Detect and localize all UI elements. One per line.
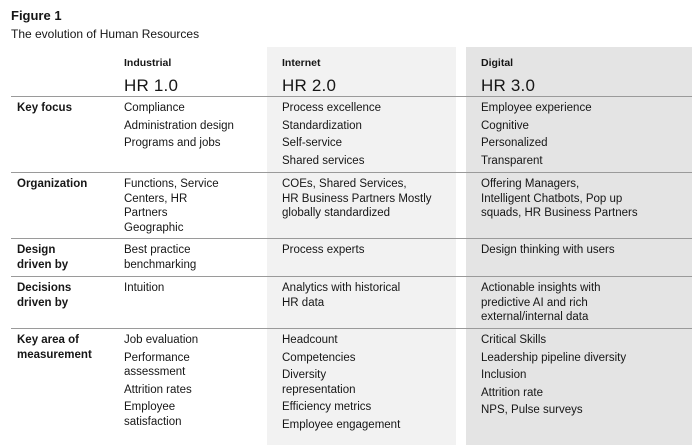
cell-measurement-industrial: Job evaluation Performance assessment Attrition rates Employee satisfaction: [124, 334, 199, 428]
cell-decisions-digital: Actionable insights with predictive AI and rich external/internal data: [481, 282, 601, 323]
cell-key-focus-digital: Employee experience Cognitive Personalized Transparent: [481, 102, 592, 167]
cell-organization-industrial: Functions, Service Centers, HR Partners Geographic: [124, 178, 219, 234]
figure-title: Figure 1: [11, 8, 62, 23]
row-divider: [11, 276, 692, 277]
cell-measurement-internet: Headcount Competencies Diversity representation Efficiency metrics Employee engagement: [282, 334, 401, 431]
cell-decisions-internet: Analytics with historical HR data: [282, 282, 401, 309]
cell-key-focus-internet: Process excellence Standardization Self-service Shared services: [282, 102, 382, 167]
cell-key-focus-industrial: Compliance Administration design Programs and jobs: [124, 102, 234, 149]
row-divider: [11, 238, 692, 239]
figure-subtitle: The evolution of Human Resources: [11, 27, 200, 41]
column-version-hr1: HR 1.0: [124, 76, 179, 95]
row-divider: [11, 96, 692, 97]
column-era-internet: Internet: [282, 57, 321, 69]
cell-design-industrial: Best practice benchmarking: [124, 244, 197, 271]
column-era-industrial: Industrial: [124, 57, 172, 69]
row-label-organization: Organization: [17, 178, 88, 190]
row-label-key-focus: Key focus: [17, 102, 72, 114]
row-divider: [11, 328, 692, 329]
cell-decisions-industrial: Intuition: [124, 282, 165, 294]
row-label-decisions-driven-by: Decisions driven by: [17, 282, 72, 309]
column-version-hr3: HR 3.0: [481, 76, 536, 95]
row-label-key-area-of-measurement: Key area of measurement: [17, 334, 92, 361]
cell-organization-internet: COEs, Shared Services, HR Business Partners Mostly globally standardized: [282, 178, 432, 219]
cell-organization-digital: Offering Managers, Intelligent Chatbots, Pop up squads, HR Business Partners: [481, 178, 638, 219]
cell-design-internet: Process experts: [282, 244, 365, 256]
column-version-hr2: HR 2.0: [282, 76, 337, 95]
cell-measurement-digital: Critical Skills Leadership pipeline diversity Inclusion Attrition rate NPS, Pulse surveys: [481, 334, 627, 416]
row-label-design-driven-by: Design driven by: [17, 244, 69, 271]
column-era-digital: Digital: [481, 57, 514, 69]
row-divider: [11, 172, 692, 173]
cell-design-digital: Design thinking with users: [481, 244, 615, 256]
